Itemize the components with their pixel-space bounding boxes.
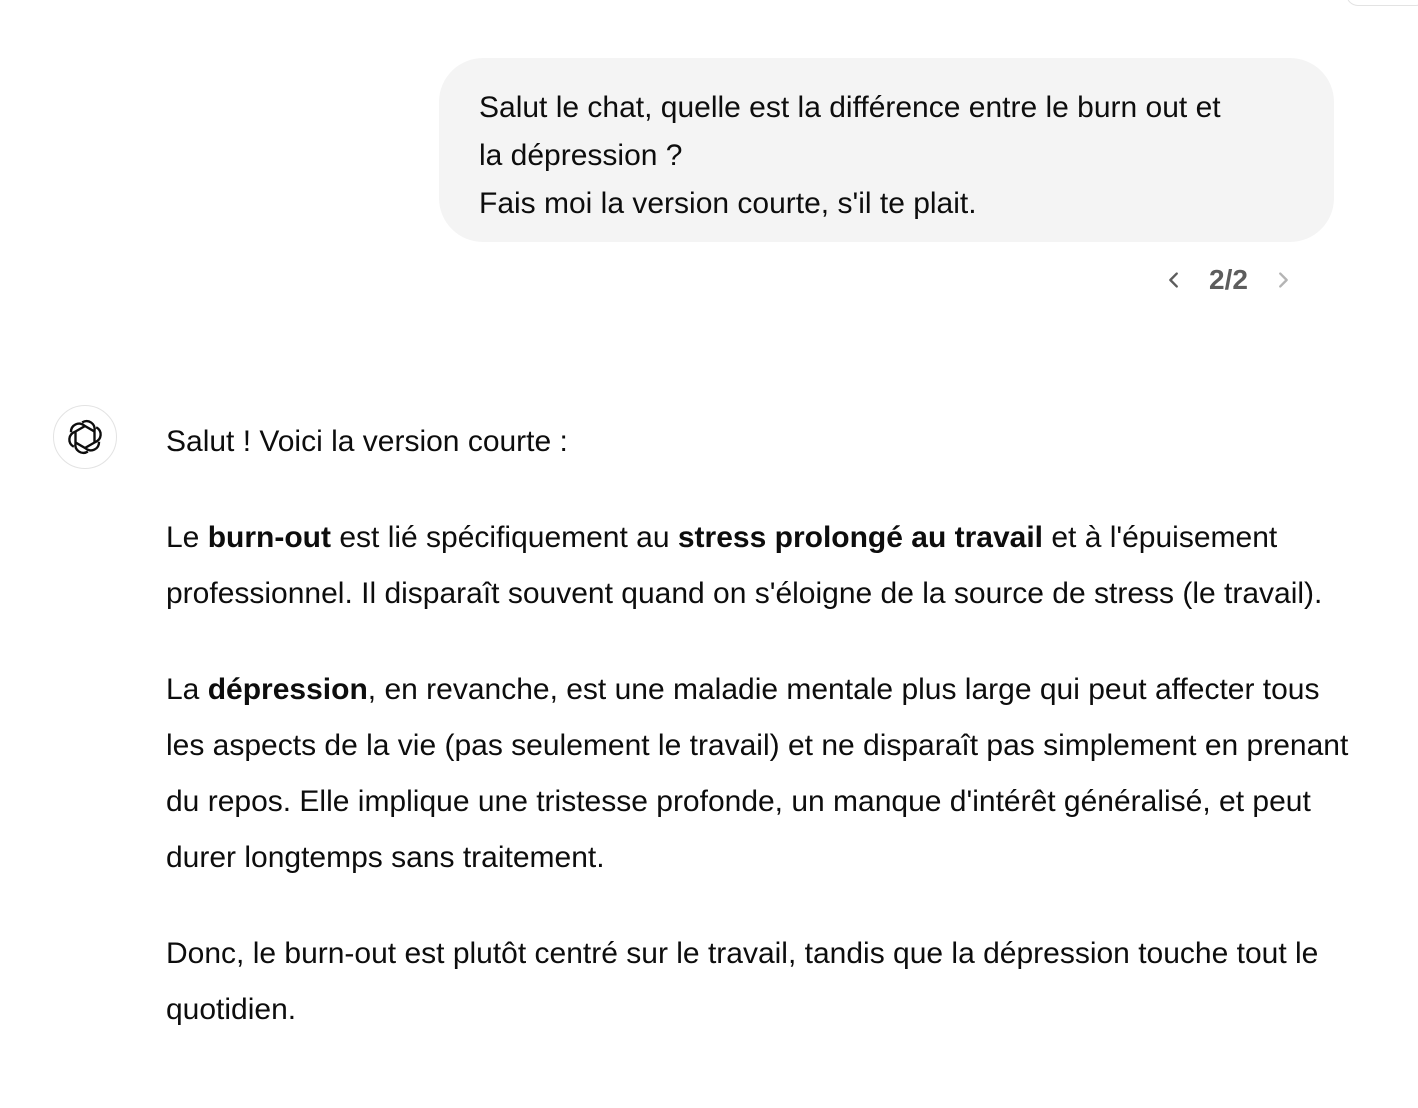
bold-term-burnout: burn-out: [207, 521, 331, 554]
assistant-message: [166, 414, 1356, 1038]
user-message-line: Fais moi la version courte, s'il te plait.: [479, 187, 977, 220]
next-response-button[interactable]: [1264, 258, 1302, 302]
top-right-control-fragment: [1346, 0, 1418, 6]
response-counter: 2/2: [1209, 264, 1248, 295]
bold-term-depression: dépression: [207, 673, 368, 706]
user-message-line: Salut le chat, quelle est la différence entre le burn out et: [479, 91, 1221, 124]
assistant-paragraph-depression: [166, 662, 1356, 886]
text-segment: et à l'épuisement professionnel. Il disparaît souvent quand on s'éloigne de la source de stress (le travail).: [166, 521, 1323, 610]
assistant-avatar: [53, 405, 117, 469]
user-message-bubble: [439, 58, 1334, 242]
assistant-greeting: Salut ! Voici la version courte :: [166, 425, 568, 458]
assistant-paragraph-burnout: [166, 510, 1356, 622]
text-segment: , en revanche, est une maladie mentale plus large qui peut affecter tous les aspects de la vie (pas seulement le travail) et ne disparaît pas simplement en prenant du repos. Elle implique une tristesse profonde, un manque d'intérêt généralisé, et peut durer longtemps sans traitement.: [166, 673, 1349, 874]
assistant-paragraph-conclusion: Donc, le burn-out est plutôt centré sur le travail, tandis que la dépression touche tout le quotidien.: [166, 937, 1319, 1026]
previous-response-button[interactable]: [1155, 258, 1193, 302]
bold-term-stress: stress prolongé au travail: [677, 521, 1044, 554]
text-segment: Le: [166, 521, 208, 554]
user-message-line: la dépression ?: [479, 139, 683, 172]
text-segment: est lié spécifiquement au: [331, 521, 678, 554]
openai-logo-icon: [66, 418, 104, 456]
response-pager: [1155, 258, 1302, 302]
chevron-left-icon: [1163, 269, 1185, 291]
text-segment: La: [166, 673, 208, 706]
chevron-right-icon: [1272, 269, 1294, 291]
